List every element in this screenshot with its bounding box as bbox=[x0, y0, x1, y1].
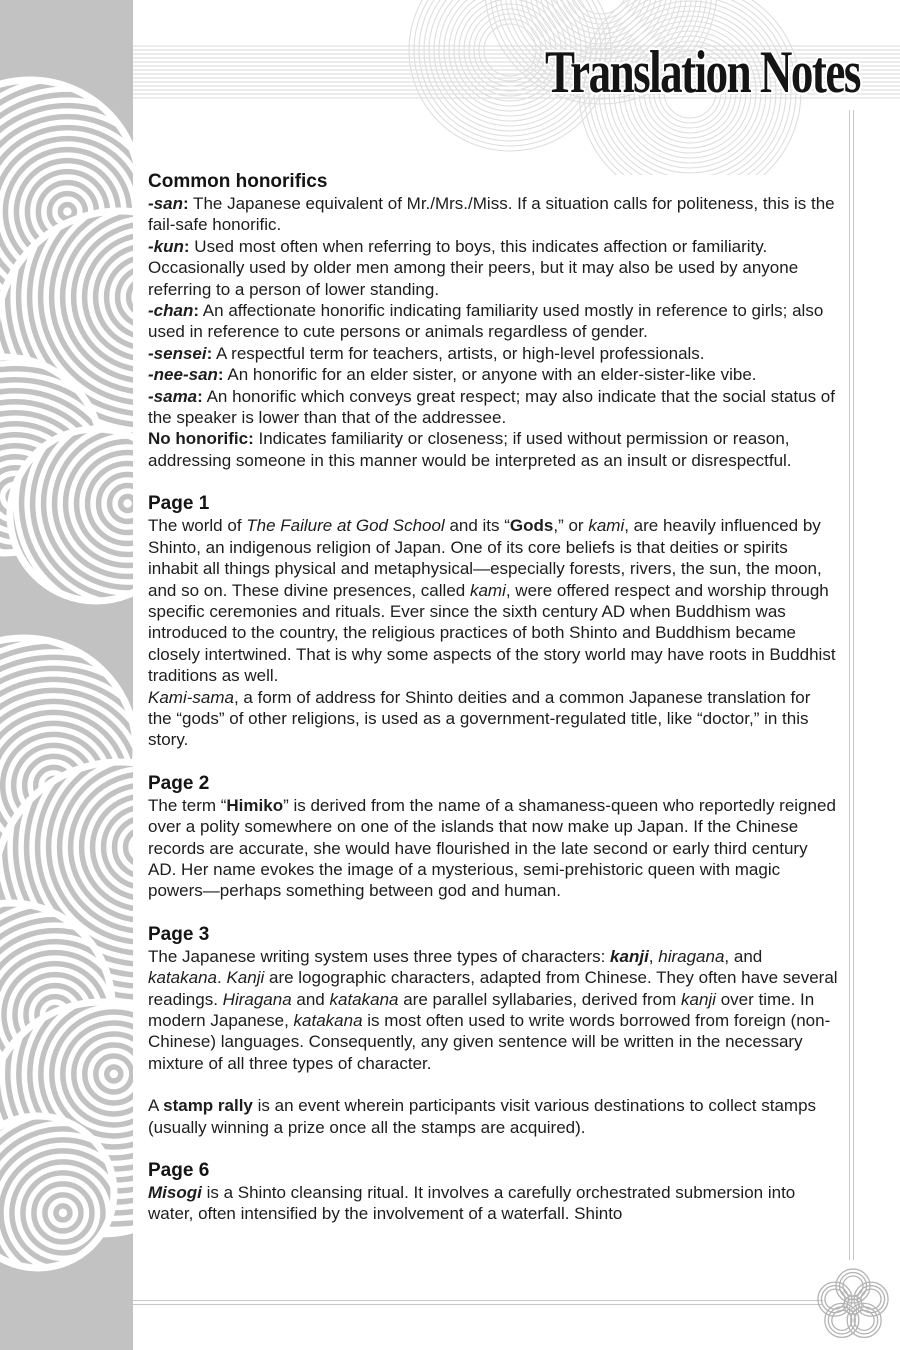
paragraph: -sama: An honorific which conveys great respect; may also indicate that the social status of the speaker is lower than that of the addressee. bbox=[148, 386, 835, 428]
section-heading: Page 3 bbox=[148, 923, 210, 945]
section-heading: Page 2 bbox=[148, 772, 210, 794]
section-common-honorifics bbox=[148, 170, 838, 471]
section-page-6 bbox=[148, 1159, 838, 1225]
paragraph: -sensei: A respectful term for teachers, artists, or high-level professionals. bbox=[148, 343, 705, 363]
notes-content bbox=[148, 170, 838, 1246]
paragraph: Kami-sama, a form of address for Shinto deities and a common Japanese translation for the “gods” of other religions, is used as a government-regulated title, like “doctor,” in this story. bbox=[148, 687, 811, 750]
section-heading: Page 6 bbox=[148, 1160, 210, 1182]
section-page-2 bbox=[148, 772, 838, 902]
paragraph: No honorific: Indicates familiarity or closeness; if used without permission or reason, addressing someone in this manner would be interpreted as an insult or disrespectful. bbox=[148, 429, 792, 470]
paragraph: The Japanese writing system uses three types of characters: kanji, hiragana, and katakana. Kanji are logographic characters, adapted from Chinese. They often have several readings. Hiragana and katakana are parallel syllabaries, derived from kanji over time. In modern Japanese, katakana is most often used to write words borrowed from foreign (non-Chinese) languages. Consequently, any given sentence will be written in the necessary mixture of all three types of character. bbox=[148, 946, 838, 1073]
section-page-3 bbox=[148, 923, 838, 1074]
mizuhiki-rope-knot-pattern-icon bbox=[0, 0, 133, 1350]
sidebar-knot-pattern bbox=[0, 0, 133, 1350]
paragraph: -nee-san: An honorific for an elder sister, or anyone with an elder-sister-like vibe. bbox=[148, 365, 757, 385]
paragraph: -chan: An affectionate honorific indicating familiarity used mostly in reference to girls; also used in reference to cute persons or animals regardless of gender. bbox=[148, 301, 824, 342]
paragraph: A stamp rally is an event wherein participants visit various destinations to collect stamps (usually winning a prize once all the stamps are acquired). bbox=[148, 1096, 817, 1137]
paragraph: Misogi is a Shinto cleansing ritual. It involves a carefully orchestrated submersion into water, often intensified by the involvement of a waterfall. Shinto bbox=[148, 1183, 796, 1224]
paragraph: The world of The Failure at God School and its “Gods,” or kami, are heavily influenced by Shinto, an indigenous religion of Japan. One of its core beliefs is that deities or spirits inhabit all things physical and metaphysical—especially forests, rivers, the sun, the moon, and so on. These divine presences, called kami, were offered respect and worship through specific ceremonies and rituals. Ever since the sixth century AD when Buddhism was introduced to the country, the religious practices of both Shinto and Buddhism became closely intertwined. That is why some aspects of the story world may have roots in Buddhist traditions as well. bbox=[148, 516, 836, 686]
vertical-divider-line bbox=[849, 110, 854, 1260]
section-heading: Page 1 bbox=[148, 493, 210, 515]
paragraph: -san: The Japanese equivalent of Mr./Mrs./Miss. If a situation calls for politeness, this is the fail-safe honorific. bbox=[148, 194, 835, 235]
section-page-1 bbox=[148, 492, 838, 750]
section-heading: Common honorifics bbox=[148, 171, 328, 192]
plum-blossom-knot-icon bbox=[806, 1256, 900, 1350]
section-stamp-rally bbox=[148, 1095, 838, 1138]
paragraph: The term “Himiko” is derived from the name of a shamaness-queen who reportedly reigned over a polity somewhere on one of the islands that now make up Japan. If the Chinese records are accurate, she would have flourished in the late second or early third century AD. Her name evokes the image of a mysterious, semi-prehistoric queen with magic powers—perhaps something between god and human. bbox=[148, 795, 836, 901]
horizontal-divider-line bbox=[133, 1300, 823, 1305]
paragraph: -kun: Used most often when referring to boys, this indicates affection or familiarity. Occasionally used by older men among their peers, but it may also be used by anyone referring to a person of lower standing. bbox=[148, 236, 799, 299]
page-title: Translation Notes bbox=[545, 39, 860, 105]
